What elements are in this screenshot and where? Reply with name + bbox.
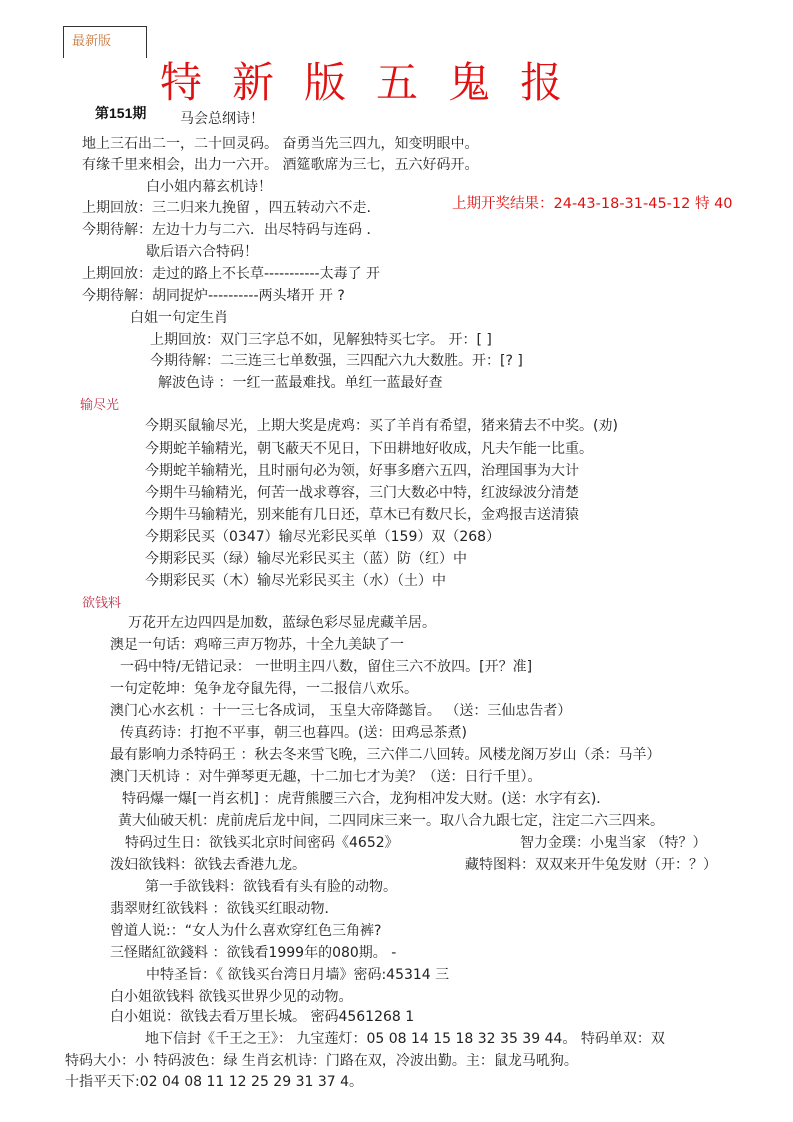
qianliao-line: 白小姐说：欲钱去看万里长城。 密码4561268 1 [110,1009,415,1025]
qianliao-line: 翡翠财红欲钱料 ：欲钱买红眼动物． [110,901,339,917]
qianliao-line: 澳门天机诗 ：对牛弹琴更无趣，十二加七才为美？（送：日行千里）。 [110,769,542,785]
qianliao-line: 澳门心水玄机 ：十一三七各成词， 玉皇大帝降懿旨。 （送：三仙忠告者） [110,703,572,719]
qianliao-line: 传真药诗：打抱不平事，朝三也暮四。(送：田鸡忌茶煮) [120,725,467,741]
poem-line: 今期待解：胡同捉炉----------两头堵开 开 ? [82,288,345,304]
qianliao-line: 特码爆一爆[一肖玄机] ：虎背熊腰三六合，龙狗相冲发大财。(送：水字有玄)． [122,791,611,807]
qianliao-line: 中特圣旨：《 欲钱买台湾日月墙》密码:45314 三 [146,967,450,983]
last-draw-result: 上期开奖结果：24-43-18-31-45-12 特 40 [452,196,733,212]
shuji-line: 今期彩民买（绿）输尽光彩民买主（蓝）防（红）中 [145,551,467,567]
shuji-line: 今期牛马输精光，别来能有几日还，草木已有数尺长，金鸡报吉送清猿 [145,507,579,523]
issue-subtitle: 马会总纲诗！ [180,111,264,127]
poem-line: 解波色诗 ：一红一蓝最难找。单红一蓝最好查 [158,375,443,391]
qianliao-line: 最有影响力杀特码王 ：秋去冬来雪飞晚，三六伴二八回转。风楼龙阁万岁山（杀：马羊） [110,747,661,763]
shuji-line: 今期蛇羊输精光，朝飞蔽天不见日，下田耕地好收成，凡夫乍能一比重。 [145,441,593,457]
title-char: 新 [232,58,275,107]
poem-line: 有缘千里来相会，出力一六开。 酒筵歌席为三七，五六好码开。 [82,157,479,173]
qianliao-line: 曾道人说:：“女人为什么喜欢穿红色三角裤? [110,923,382,939]
qianliao-line: 黄大仙破天机：虎前虎后龙中间，二四同床三来一。取八合九跟七定，注定二六三四来。 [118,813,664,829]
qianliao-line: 藏特图料：双双来开牛兔发财（开：？） [465,857,717,873]
page-title [160,50,592,110]
poem-line: 上期回放：三二归来九挽留 ，四五转动六不走. [82,200,371,216]
poem-line: 今期待解：左边十力与二六．出尽特码与连码 ． [82,222,381,238]
issue-number: 第151期 [95,105,147,121]
qianliao-line: 第一手欲钱料：欲钱看有头有脸的动物。 [145,879,397,895]
qianliao-line: 地下信封《千王之王》： 九宝莲灯：05 08 14 15 18 32 35 39 44。 特码单双：双 [145,1031,665,1047]
shuji-line: 今期彩民买（木）输尽光彩民买主（水）（土）中 [145,573,446,589]
qianliao-line: 万花开左边四四是加数，蓝绿色彩尽显虎藏羊居。 [128,615,436,631]
latest-edition-badge [63,26,147,58]
poem-line: 上期回放：走过的路上不长草-----------太毒了 开 [82,266,381,282]
qianliao-line: 白小姐欲钱料 欲钱买世界少见的动物。 [110,989,353,1005]
badge-label: 最新版 [72,34,112,49]
shuji-line: 今期买鼠输尽光，上期大奖是虎鸡：买了羊肖有希望，猪来猜去不中奖。(劝) [145,418,618,434]
title-char: 特 [160,58,203,107]
section-label-qianliao: 欲钱料 [82,596,122,611]
qianliao-line: 特码过生日：欲钱买北京时间密码《4652》 [125,835,399,851]
qianliao-line: 三怪賭紅欲錢料 ：欲钱看1999年的080期。 - [110,945,397,961]
section-heading: 歇后语六合特码！ [146,244,258,260]
title-char: 五 [376,58,419,107]
title-char: 报 [520,58,563,107]
shuji-line: 今期彩民买（0347）输尽光彩民买单（159）双（268） [145,529,501,545]
poem-line: 今期待解：二三连三七单数强，三四配六九大数胜。开：[? ] [150,353,523,369]
qianliao-line: 一码中特/无错记录： 一世明主四八数，留住三六不放四。[开？准] [120,659,533,675]
title-char: 鬼 [448,58,491,107]
title-char: 版 [304,58,347,107]
poem-line: 地上三石出二一，二十回灵码。 奋勇当先三四九，知变明眼中。 [82,136,479,152]
shuji-line: 今期牛马输精光，何苦一战求尊容，三门大数必中特，红波绿波分清楚 [145,485,579,501]
qianliao-line: 特码大小：小 特码波色：绿 生肖玄机诗：门路在双，冷波出勤。主：鼠龙马吼狗。 [65,1053,578,1069]
section-heading: 白姐一句定生肖 [130,310,228,326]
shuji-line: 今期蛇羊输精光，且时丽句必为领，好事多磨六五四，治理国事为大计 [145,463,579,479]
qianliao-line: 澳足一句话：鸡啼三声万物苏，十全九美缺了一 [110,637,404,653]
section-heading: 白小姐内幕玄机诗！ [146,179,272,195]
section-label-shuji: 输尽光 [80,398,120,413]
poem-line: 上期回放：双门三字总不如，见解独特买七字。 开：[ ] [150,332,492,348]
qianliao-line: 一句定乾坤：兔争龙夺鼠先得，一二报信八欢乐。 [110,681,418,697]
qianliao-line: 十指平天下:02 04 08 11 12 25 29 31 37 4。 [65,1074,364,1090]
qianliao-line: 智力金璞：小鬼当家 （特？） [520,835,707,851]
qianliao-line: 泼妇欲钱料：欲钱去香港九龙。 [110,857,306,873]
